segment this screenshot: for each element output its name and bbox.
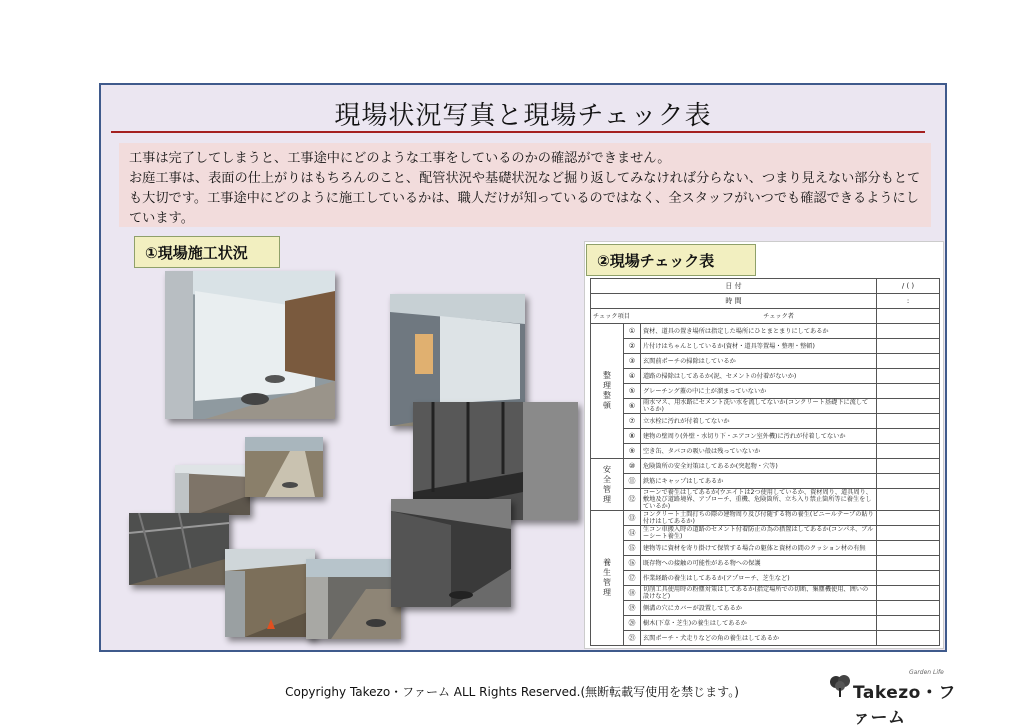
- checklist-row: [591, 571, 940, 586]
- checklist-item-number: ⑦: [624, 414, 641, 429]
- photo-construction-4: [225, 549, 315, 637]
- checklist-row: [591, 541, 940, 556]
- checklist-item-number: ⑱: [624, 586, 641, 601]
- checker-cell: [877, 309, 940, 324]
- checklist-row: [591, 399, 940, 414]
- checklist-group-label: 安全管理: [591, 459, 624, 511]
- checklist-item-number: ㉑: [624, 631, 641, 646]
- checklist-item-text: 鉄筋にキャップはしてあるか: [641, 474, 877, 489]
- checklist-item-number: ⑬: [624, 511, 641, 526]
- checklist-item-number: ⑪: [624, 474, 641, 489]
- checklist-item-text: 生コン車搬入時の道路のセメント付着防止の為の措置はしてあるか(コンパネ、ブルーシート養生): [641, 526, 877, 541]
- item-header: チェック項目: [593, 312, 630, 320]
- photo-construction-3: [129, 513, 229, 585]
- checklist-row: [591, 511, 940, 526]
- checklist-item-number: ⑨: [624, 444, 641, 459]
- checklist-item-text: コーンで養生はしてあるか(ウエイトは2つ使用しているか、資材周り、道具周り、敷地及び道路境界、アプローチ、重機、危険箇所、立ち入り禁止箇所等に養生をしているか): [641, 489, 877, 511]
- checklist-check-cell[interactable]: [877, 631, 940, 646]
- checklist-header-row: [591, 309, 940, 324]
- checklist-item-text: 玄関ポーチ・犬走りなどの角の養生はしてあるか: [641, 631, 877, 646]
- photo-construction-2: [245, 437, 323, 497]
- photo-construction-1: [175, 465, 250, 515]
- checklist-check-cell[interactable]: [877, 429, 940, 444]
- checklist-check-cell[interactable]: [877, 601, 940, 616]
- checklist-item-text: 樹木(下草・芝生)の養生はしてあるか: [641, 616, 877, 631]
- checklist-row: [591, 556, 940, 571]
- checklist-group-label: 養生管理: [591, 511, 624, 646]
- checklist-row: [591, 444, 940, 459]
- checklist-item-number: ②: [624, 339, 641, 354]
- checklist-item-number: ⑳: [624, 616, 641, 631]
- intro-box: [119, 143, 931, 227]
- checklist-item-number: ⑮: [624, 541, 641, 556]
- checklist-item-text: 道路の掃除はしてあるか(泥、セメントの付着がないか): [641, 369, 877, 384]
- checklist-item-number: ⑰: [624, 571, 641, 586]
- checklist-item-text: 空き缶、タバコの吸い殻は残っていないか: [641, 444, 877, 459]
- checklist-item-number: ⑲: [624, 601, 641, 616]
- checklist-check-cell[interactable]: [877, 616, 940, 631]
- intro-line-2: お庭工事は、表面の仕上がりはもちろんのこと、配管状況や基礎状況など掘り返してみなければ分らない、つまり見えない部分もとても大切です。工事途中にどのように施工しているかは、職人だけが知っているのではなく、全スタッフがいつでも確認できるようにしています。: [129, 171, 921, 226]
- checklist-item-text: 資材、道具の置き場所は指定した場所にひとまとまりにしてあるか: [641, 324, 877, 339]
- checklist-item-text: 雨水マス、用水路にセメント洗い水を流してないか(コンクリート基礎下に流しているか): [641, 399, 877, 414]
- checklist-item-text: グレーチング蓋の中に土が溜まっていないか: [641, 384, 877, 399]
- checklist-item-text: 建物等に資材を寄り掛けて保管する場合の躯体と資材の間のクッション材の有無: [641, 541, 877, 556]
- checklist-item-number: ⑯: [624, 556, 641, 571]
- checklist-row: [591, 369, 940, 384]
- checklist-table: [590, 278, 940, 646]
- checklist-item-text: 側溝の穴にカバーが設置してあるか: [641, 601, 877, 616]
- checklist-item-text: 切削工具使用時の粉塵対策はしてあるか(指定場所での切断、集塵機使用、囲いの設けなど): [641, 586, 877, 601]
- checklist-row: [591, 586, 940, 601]
- checklist-check-cell[interactable]: [877, 541, 940, 556]
- checker-header: チェック者: [763, 312, 794, 320]
- intro-line-1: 工事は完了してしまうと、工事途中にどのような工事をしているのかの確認ができません。: [129, 151, 671, 166]
- checklist-time-row: [591, 294, 940, 309]
- checklist-row: [591, 339, 940, 354]
- checklist-item-number: ④: [624, 369, 641, 384]
- checklist-row: [591, 601, 940, 616]
- photo-carport-1: [165, 271, 335, 419]
- checklist-item-text: 作業経路の養生はしてあるか(アプローチ、芝生など): [641, 571, 877, 586]
- checklist-check-cell[interactable]: [877, 444, 940, 459]
- checklist-row: [591, 354, 940, 369]
- checklist-item-number: ⑫: [624, 489, 641, 511]
- checklist-item-text: 既存物への接触の可能性がある物への保護: [641, 556, 877, 571]
- section-label-site-status: ①現場施工状況: [134, 236, 280, 268]
- checklist-item-text: 玄関前ポーチの掃除はしているか: [641, 354, 877, 369]
- page-title: 現場状況写真と現場チェック表: [334, 101, 712, 131]
- checklist-row: [591, 474, 940, 489]
- checklist-check-cell[interactable]: [877, 399, 940, 414]
- photo-carport-night-2: [391, 499, 511, 607]
- checklist-check-cell[interactable]: [877, 586, 940, 601]
- checklist-item-text: 立水栓に汚れが付着してないか: [641, 414, 877, 429]
- checklist-item-text: コンクリート土間打ちの際の建物周り及び付随する物の養生(ビニールテープの貼り付けはしてあるか): [641, 511, 877, 526]
- logo-wordmark: Takezo・ファーム: [853, 683, 956, 728]
- checklist-item-text: 片付けはちゃんとしているか(資材・道具等置場・整理・整頓): [641, 339, 877, 354]
- tree-logo-icon: [827, 674, 853, 698]
- checklist-sheet: [584, 241, 944, 649]
- checklist-row: [591, 459, 940, 474]
- checklist-check-cell[interactable]: [877, 414, 940, 429]
- checklist-row: [591, 324, 940, 339]
- checklist-row: [591, 414, 940, 429]
- checklist-row: [591, 616, 940, 631]
- checklist-item-number: ⑭: [624, 526, 641, 541]
- takezo-farm-logo: [827, 669, 967, 728]
- checklist-check-cell[interactable]: [877, 339, 940, 354]
- photo-construction-5: [306, 559, 401, 639]
- checklist-check-cell[interactable]: [877, 474, 940, 489]
- checklist-item-text: 建物の壁周り(外壁・水切り下・エアコン室外機)に汚れが付着してないか: [641, 429, 877, 444]
- section-label-checklist: ②現場チェック表: [586, 244, 756, 276]
- checklist-check-cell[interactable]: [877, 511, 940, 526]
- checklist-check-cell[interactable]: [877, 571, 940, 586]
- checklist-check-cell[interactable]: [877, 354, 940, 369]
- checklist-row: [591, 526, 940, 541]
- checklist-item-number: ⑩: [624, 459, 641, 474]
- checklist-item-number: ⑥: [624, 399, 641, 414]
- checklist-item-number: ③: [624, 354, 641, 369]
- time-label: 時 間: [591, 294, 877, 309]
- date-label: 日 付: [591, 279, 877, 294]
- checklist-item-number: ①: [624, 324, 641, 339]
- checklist-check-cell[interactable]: [877, 556, 940, 571]
- checklist-item-number: ⑧: [624, 429, 641, 444]
- time-value: :: [877, 294, 940, 309]
- date-value: / ( ): [877, 279, 940, 294]
- checklist-check-cell[interactable]: [877, 369, 940, 384]
- checklist-check-cell[interactable]: [877, 324, 940, 339]
- checklist-row: [591, 631, 940, 646]
- checklist-row: [591, 429, 940, 444]
- checklist-item-text: 危険箇所の安全対策はしてあるか(突起物・穴等): [641, 459, 877, 474]
- checklist-check-cell[interactable]: [877, 459, 940, 474]
- checklist-item-number: ⑤: [624, 384, 641, 399]
- content-board: [99, 83, 947, 652]
- checklist-group-label: 整理整頓: [591, 324, 624, 459]
- checklist-date-row: [591, 279, 940, 294]
- checklist-row: [591, 384, 940, 399]
- checklist-row: [591, 489, 940, 511]
- logo-tagline: Garden Life: [909, 669, 944, 676]
- title-underline: [111, 131, 925, 133]
- checklist-check-cell[interactable]: [877, 384, 940, 399]
- copyright-footer: Copyrighy Takezo・ファーム ALL Rights Reserved.(無断転載写使用を禁じます。): [285, 685, 739, 699]
- checklist-header-cell: [591, 309, 877, 324]
- checklist-check-cell[interactable]: [877, 526, 940, 541]
- checklist-check-cell[interactable]: [877, 489, 940, 511]
